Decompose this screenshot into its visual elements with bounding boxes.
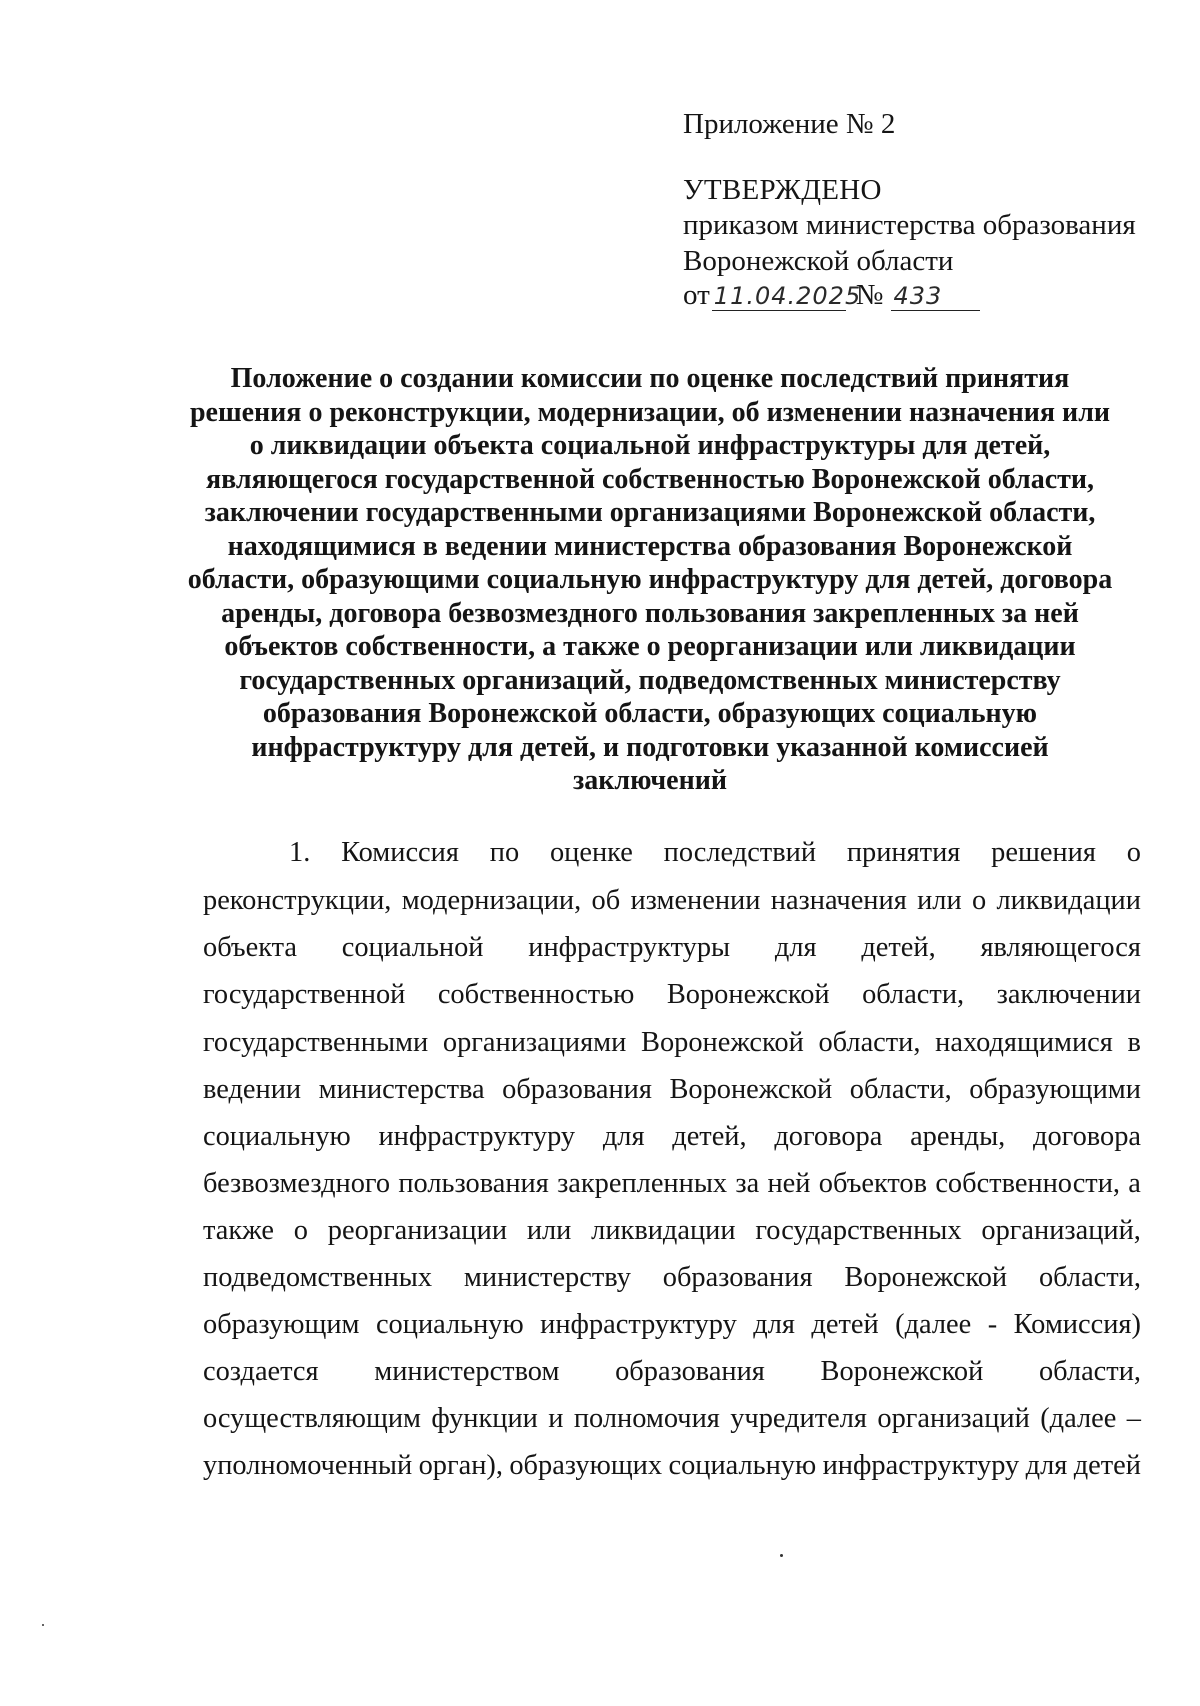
title-line: инфраструктуру для детей, и подготовки указанной комиссией xyxy=(251,731,1049,763)
word: образования xyxy=(615,1356,765,1387)
word: пользования xyxy=(398,1168,549,1199)
document-title xyxy=(185,362,1115,798)
title-line: аренды, договора безвозмездного пользования закрепленных за ней xyxy=(221,597,1079,629)
word: закрепленных xyxy=(557,1168,728,1199)
word: образующих xyxy=(509,1450,663,1481)
title-line: Положение о создании комиссии по оценке последствий принятия xyxy=(230,363,1070,394)
paragraph-line xyxy=(203,1309,1141,1341)
paragraph-line xyxy=(203,932,1141,964)
word: области, xyxy=(1038,1262,1141,1293)
word: учредителя xyxy=(730,1403,867,1434)
appendix-label: Приложение № 2 xyxy=(683,108,896,140)
word: договора xyxy=(1033,1121,1141,1152)
word: социальную xyxy=(668,1450,817,1481)
word: заключении xyxy=(996,979,1141,1010)
word: образования xyxy=(502,1074,652,1105)
title-line: заключений xyxy=(572,765,728,796)
word: государственной xyxy=(203,979,406,1010)
word: детей xyxy=(811,1309,879,1340)
word: Воронежской xyxy=(669,1074,833,1105)
scan-speck xyxy=(780,1554,783,1557)
word: также xyxy=(203,1215,274,1246)
order-date-handwritten: 11.04.2025 xyxy=(713,282,862,310)
word: инфраструктуру xyxy=(540,1309,737,1340)
word: ведении xyxy=(203,1074,302,1105)
word: функции xyxy=(431,1403,538,1434)
word: или xyxy=(526,1215,572,1246)
title-line: являющегося государственной собственностью Воронежской области, xyxy=(205,463,1095,495)
word: для xyxy=(753,1309,795,1340)
word: 1. xyxy=(289,837,311,868)
paragraph-line xyxy=(203,1027,1141,1059)
word: собственностью xyxy=(437,979,635,1010)
word: создается xyxy=(203,1356,319,1387)
paragraph-line xyxy=(289,837,1141,869)
paragraph-line xyxy=(203,1074,1141,1106)
word: ликвидации xyxy=(996,885,1141,916)
word: изменении xyxy=(630,885,761,916)
title-line: образования Воронежской области, образующих социальную xyxy=(262,698,1038,729)
word: министерством xyxy=(374,1356,560,1387)
word: за xyxy=(735,1168,760,1199)
word: модернизации, xyxy=(401,885,582,916)
word: (далее xyxy=(895,1309,972,1340)
word: Воронежской xyxy=(844,1262,1008,1293)
word: а xyxy=(1128,1168,1141,1199)
word: по xyxy=(489,837,520,868)
word: социальной xyxy=(341,932,484,963)
word: орган), xyxy=(418,1450,503,1481)
word: области, xyxy=(1038,1356,1141,1387)
word: реконструкции, xyxy=(203,885,392,916)
word: находящимися xyxy=(935,1027,1113,1058)
paragraph-line xyxy=(203,1121,1141,1153)
word: области, xyxy=(849,1074,952,1105)
word: решения xyxy=(991,837,1096,868)
approved-stamp-text: УТВЕРЖДЕНО xyxy=(683,174,882,206)
word: детей, xyxy=(672,1121,747,1152)
word: и xyxy=(548,1403,564,1434)
word: реорганизации xyxy=(327,1215,508,1246)
title-line: заключении государственными организациями Воронежской области, xyxy=(204,497,1096,528)
paragraph-line xyxy=(203,1450,1141,1482)
word: для xyxy=(1025,1450,1068,1481)
word: осуществляющим xyxy=(203,1403,421,1434)
word: о xyxy=(1126,837,1141,868)
title-line: государственных организаций, подведомственных министерству xyxy=(239,664,1061,696)
word: уполномоченный xyxy=(203,1450,413,1481)
word: об xyxy=(591,885,621,916)
word: инфраструктуру xyxy=(378,1121,576,1152)
approving-order-line-2: Воронежской области xyxy=(683,245,954,277)
word: инфраструктуру xyxy=(822,1450,1020,1481)
word: для xyxy=(774,932,817,963)
order-number-handwritten: 433 xyxy=(891,284,980,311)
word: детей, xyxy=(861,932,936,963)
paragraph-line xyxy=(203,1262,1141,1294)
word: образующим xyxy=(203,1309,360,1340)
word: - xyxy=(987,1309,998,1340)
word: организаций xyxy=(877,1403,1030,1434)
word: инфраструктуры xyxy=(528,932,731,963)
paragraph-line xyxy=(203,1168,1141,1200)
word: оценке xyxy=(549,837,633,868)
title-line: решения о реконструкции, модернизации, об изменении назначения или xyxy=(189,396,1111,428)
word: о xyxy=(293,1215,308,1246)
word: области, xyxy=(818,1027,921,1058)
word: подведомственных xyxy=(203,1262,433,1293)
word: Воронежской xyxy=(666,979,830,1010)
word: о xyxy=(971,885,987,916)
word: объекта xyxy=(203,932,297,963)
word: образования xyxy=(662,1262,813,1293)
word: или xyxy=(917,885,962,916)
paragraph-line xyxy=(203,885,1141,917)
word: аренды, xyxy=(910,1121,1006,1152)
word: ликвидации xyxy=(591,1215,736,1246)
order-number-label: № xyxy=(855,279,884,311)
word: Комиссия xyxy=(341,837,459,868)
paragraph-line xyxy=(203,1356,1141,1388)
scan-speck xyxy=(42,1624,44,1626)
paragraph-line xyxy=(203,1403,1141,1435)
word: Воронежской xyxy=(820,1356,984,1387)
word: – xyxy=(1126,1403,1141,1434)
word: в xyxy=(1127,1027,1141,1058)
word: (далее xyxy=(1040,1403,1117,1434)
paragraph-line xyxy=(203,1215,1141,1247)
word: назначения xyxy=(770,885,907,916)
word: социальную xyxy=(375,1309,524,1340)
title-line: находящимися в ведении министерства образования Воронежской xyxy=(227,530,1073,562)
word: безвозмездного xyxy=(203,1168,391,1199)
word: ней xyxy=(767,1168,811,1199)
word: полномочия xyxy=(573,1403,720,1434)
word: министерства xyxy=(318,1074,485,1105)
word: для xyxy=(602,1121,645,1152)
order-reference xyxy=(683,281,980,311)
word: Комиссия) xyxy=(1013,1309,1141,1340)
word: социальную xyxy=(203,1121,351,1152)
title-line: области, образующими социальную инфраструктуру для детей, договора xyxy=(187,564,1113,595)
title-line: о ликвидации объекта социальной инфраструктуры для детей, xyxy=(249,430,1051,461)
word: являющегося xyxy=(980,932,1141,963)
word: государственных xyxy=(755,1215,962,1246)
word: последствий xyxy=(663,837,817,868)
word: организациями xyxy=(442,1027,627,1058)
word: объектов xyxy=(818,1168,928,1199)
word: договора xyxy=(774,1121,883,1152)
title-line: объектов собственности, а также о реорганизации или ликвидации xyxy=(224,631,1076,662)
word: Воронежской xyxy=(641,1027,804,1058)
paragraph-line xyxy=(203,979,1141,1011)
word: организаций, xyxy=(981,1215,1141,1246)
word: области, xyxy=(862,979,965,1010)
word: образующими xyxy=(969,1074,1141,1105)
word: государственными xyxy=(203,1027,429,1058)
word: собственности, xyxy=(935,1168,1121,1199)
word: детей xyxy=(1073,1450,1141,1481)
order-date-label: от xyxy=(683,279,710,311)
approving-order-line-1: приказом министерства образования xyxy=(683,209,1136,241)
word: министерству xyxy=(463,1262,631,1293)
word: принятия xyxy=(846,837,961,868)
